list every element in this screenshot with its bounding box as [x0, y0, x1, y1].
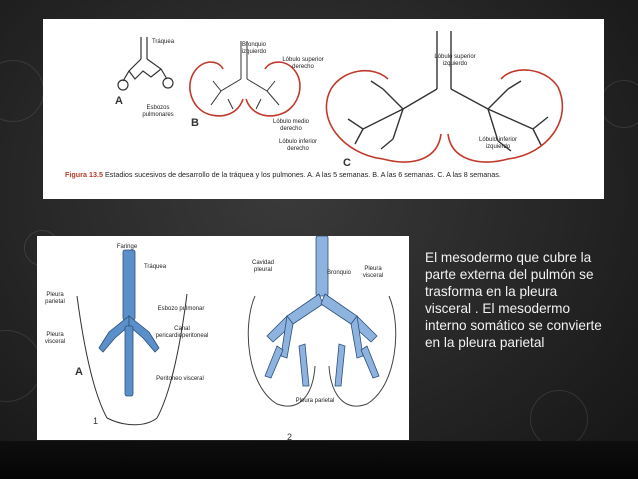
- diagram-number-2: 2: [287, 432, 293, 440]
- decorative-ring: [600, 80, 638, 128]
- diagram-number-1: 1: [93, 416, 99, 426]
- stage-letter-a: A: [115, 95, 123, 107]
- decorative-ring: [0, 60, 44, 122]
- caption-text: Estadios sucesivos de desarrollo de la tráquea y los pulmones. A. A las 5 semanas. B. A las 6 semanas. C. A las 8 semanas.: [104, 170, 501, 179]
- stage-letter-c: C: [343, 157, 351, 169]
- stage-letter-b: B: [191, 117, 199, 129]
- label-cavidad-pleural: Cavidad pleural: [251, 260, 274, 273]
- figure-lung-development: [43, 19, 604, 199]
- label-canal-pericardioperitoneal: Canal pericardioperitoneal: [155, 326, 209, 339]
- label-traquea: Tráquea: [151, 39, 175, 45]
- label-pleura-visceral-2: Pleura visceral: [362, 266, 384, 279]
- label-lobulo-inferior-derecho: Lóbulo inferior derecho: [278, 139, 318, 152]
- label-pleura-parietal-2: Pleura parietal: [295, 398, 335, 404]
- stage-letter-a-bottom: A: [75, 366, 83, 378]
- label-esbozo-pulmonar: Esbozo pulmonar: [157, 306, 205, 312]
- label-pleura-parietal: Pleura parietal: [45, 292, 65, 305]
- figure-pleura: [37, 236, 409, 440]
- figure-caption: [65, 170, 595, 179]
- label-esbozos-pulmonares: Esbozos pulmonares: [142, 105, 174, 118]
- pleura-drawing: [37, 236, 409, 440]
- label-bronquio: Bronquio: [326, 270, 352, 276]
- label-bronquio-izquierdo: Bronquio izquierdo: [241, 42, 267, 55]
- label-pleura-visceral: Pleura visceral: [44, 332, 66, 345]
- slide-body-text: El mesodermo que cubre la parte externa del pulmón se trasforma en la pleura visceral . El mesodermo interno somático se convierte en la pleura parietal: [425, 250, 602, 350]
- bottom-bar: [0, 441, 638, 479]
- label-lobulo-medio-derecho: Lóbulo medio derecho: [272, 119, 310, 132]
- caption-label: Figura 13.5: [65, 170, 103, 179]
- decorative-ring: [530, 390, 588, 448]
- label-peritoneo-visceral: Peritoneo visceral: [156, 376, 204, 382]
- label-lobulo-superior-izquierdo: Lóbulo superior izquierdo: [434, 54, 476, 67]
- label-traquea-2: Tráquea: [143, 264, 167, 270]
- label-faringe: Faringe: [116, 244, 138, 250]
- label-lobulo-inferior-izquierdo: Lóbulo inferior izquierdo: [478, 137, 518, 150]
- label-lobulo-superior-derecho: Lóbulo superior derecho: [282, 57, 324, 70]
- decorative-ring: [0, 330, 42, 402]
